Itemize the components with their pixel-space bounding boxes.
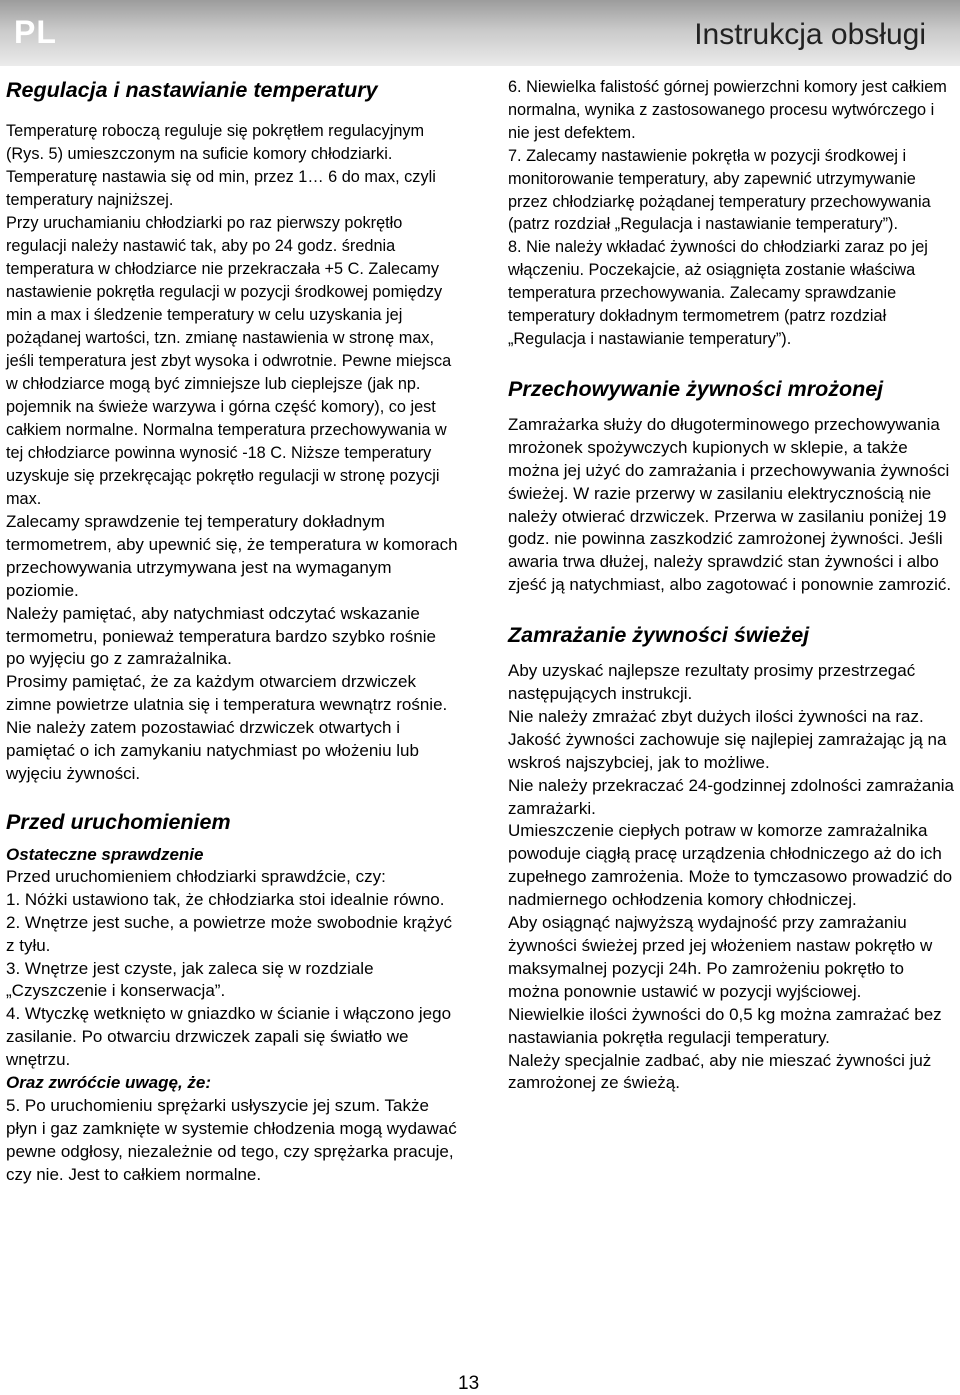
section-title-before-start: Przed uruchomieniem <box>6 809 231 834</box>
list-item: 2. Wnętrze jest suche, a powietrze może swobodnie krążyć z tyłu. <box>6 912 452 955</box>
right-column <box>508 76 954 1095</box>
header-bar <box>0 0 960 66</box>
paragraph: Umieszczenie ciepłych potraw w komorze zamrażalnika powoduje ciągłą pracę urządzenia chłodniczego aż do ich zupełnego zamrożenia. Może to tymczasowo prowadzić do nadmiernego ochłodzenia komory chłodniczej. <box>508 821 953 910</box>
manual-title: Instrukcja obsługi <box>694 18 926 51</box>
list-item: 1. Nóżki ustawiono tak, że chłodziarka stoi idealnie równo. <box>6 889 445 909</box>
paragraph: Przy uruchamianiu chłodziarki po raz pierwszy pokrętło regulacji należy nastawić tak, aby po 24 godz. średnia temperatura w chłodziarce nie przekraczała +5 C. Zalecamy nastawienie pokrętła regulacji w pozycji środkowej pomiędzy min a max i śledzenie temperatury w celu uzyskania jej pożądanej wartości, tzn. zmianę nastawienia w stronę max, jeśli temperatura jest zbyt wysoka i odwrotnie. Pewne miejsca w chłodziarce mogą być zimniejsze lub cieplejsze (jak np. pojemnik na świeże warzywa i górna część komory), co jest całkiem normalne. Normalna temperatura przechowywania w tej chłodziarce powinna wynosić -18 C. Niższe temperatury uzyskuje się przekręcając pokrętło regulacji w stronę pozycji max. <box>6 214 452 508</box>
note-label: Oraz zwróćcie uwagę, że: <box>6 1073 212 1093</box>
paragraph: Należy specjalnie zadbać, aby nie mieszać żywności już zamrożonej ze świeżą. <box>508 1050 932 1093</box>
section-title-freezing-fresh: Zamrażanie żywności świeżej <box>508 623 810 648</box>
list-item: 3. Wnętrze jest czyste, jak zaleca się w rozdziale „Czyszczenie i konserwacja”. <box>6 958 374 1001</box>
section-title-frozen-food: Przechowywanie żywności mrożonej <box>508 376 884 401</box>
language-label: PL <box>14 14 57 50</box>
paragraph: Nie należy przekraczać 24-godzinnej zdolności zamrażania zamrażarki. <box>508 775 955 818</box>
paragraph: Przed uruchomieniem chłodziarki sprawdźcie, czy: <box>6 866 386 886</box>
paragraph: Prosimy pamiętać, że za każdym otwarciem drzwiczek zimne powietrze ulatnia się i temperatura wewnątrz rośnie. Nie należy zatem pozostawiać drzwiczek otwartych i pamiętać o ich zamykaniu natychmiast po włożeniu lub wyjęciu żywności. <box>6 672 448 783</box>
paragraph: Temperaturę roboczą reguluje się pokrętłem regulacyjnym (Rys. 5) umieszczonym na suficie komory chłodziarki. Temperaturę nastawia się od min, przez 1… 6 do max, czyli temperatury najniższej. <box>6 122 436 209</box>
paragraph: Zamrażarka służy do długoterminowego przechowywania mrożonek spożywczych kupionych w sklepie, a także można jej użyć do zamrażania i przechowywania żywności świeżej. W razie przerwy w zasilaniu elektrycznością nie należy otwierać drzwiczek. Przerwa w zasilaniu poniżej 19 godz. nie powinna zaszkodzić zamrożonej żywności. Jeśli awaria trwa dłużej, należy sprawdzić stan żywności i albo zjeść ją natychmiast, albo zagotować i ponownie zamrozić. <box>508 414 952 595</box>
list-item: 8. Nie należy wkładać żywności do chłodziarki zaraz po jej włączeniu. Poczekajcie, aż osiągnięta zostanie właściwa temperatura przechowywania. Zalecamy sprawdzanie temperatury dokładnym termometrem (patrz rozdział „Regulacja i nastawianie temperatury”). <box>508 238 928 348</box>
list-item: 6. Niewielka falistość górnej powierzchni komory jest całkiem normalna, wynika z zastosowanego procesu wytwórczego i nie jest defektem. <box>508 78 947 142</box>
subsection-title-final-check: Ostateczne sprawdzenie <box>6 844 204 864</box>
left-column <box>6 76 458 1187</box>
paragraph: Nie należy zmrażać zbyt dużych ilości żywności na raz. Jakość żywności zachowuje się najlepiej zamrażając ją na wskroś najszybciej, jak to możliwe. <box>508 706 947 772</box>
section-title-temperature: Regulacja i nastawianie temperatury <box>6 78 378 102</box>
paragraph: Aby osiągnąć najwyższą wydajność przy zamrażaniu żywności świeżej przed jej włożeniem nastaw pokrętło w maksymalnej pozycji 24h. Po zamrożeniu pokrętło to można ponownie ustawić w pozycji wyjściowej. <box>508 913 933 1001</box>
list-item: 5. Po uruchomieniu sprężarki usłyszycie jej szum. Także płyn i gaz zamknięte w systemie chłodzenia mogą wydawać pewne odgłosy, niezależnie od tego, czy sprężarka pracuje, czy nie. Jest to całkiem normalne. <box>6 1095 457 1184</box>
page-number: 13 <box>458 1373 480 1394</box>
list-item: 7. Zalecamy nastawienie pokrętła w pozycji środkowej i monitorowanie temperatury, aby zapewnić utrzymywanie przez chłodziarkę pożądanej temperatury przechowywania (patrz rozdział „Regulacja i nastawianie temperatury”). <box>508 146 931 234</box>
paragraph: Zalecamy sprawdzenie tej temperatury dokładnym termometrem, aby upewnić się, że temperatura w komorach przechowywania utrzymywana jest na wymaganym poziomie. <box>6 512 458 600</box>
paragraph: Należy pamiętać, aby natychmiast odczytać wskazanie termometru, ponieważ temperatura bardzo szybko rośnie po wyjęciu go z zamrażalnika. <box>6 603 436 669</box>
paragraph: Niewielkie ilości żywności do 0,5 kg można zamrażać bez nastawiania pokrętła regulacji temperatury. <box>508 1004 942 1047</box>
paragraph: Aby uzyskać najlepsze rezultaty prosimy przestrzegać następujących instrukcji. <box>508 661 916 704</box>
list-item: 4. Wtyczkę wetknięto w gniazdko w ścianie i włączono jego zasilanie. Po otwarciu drzwiczek zapali się światło we wnętrzu. <box>6 1004 452 1070</box>
